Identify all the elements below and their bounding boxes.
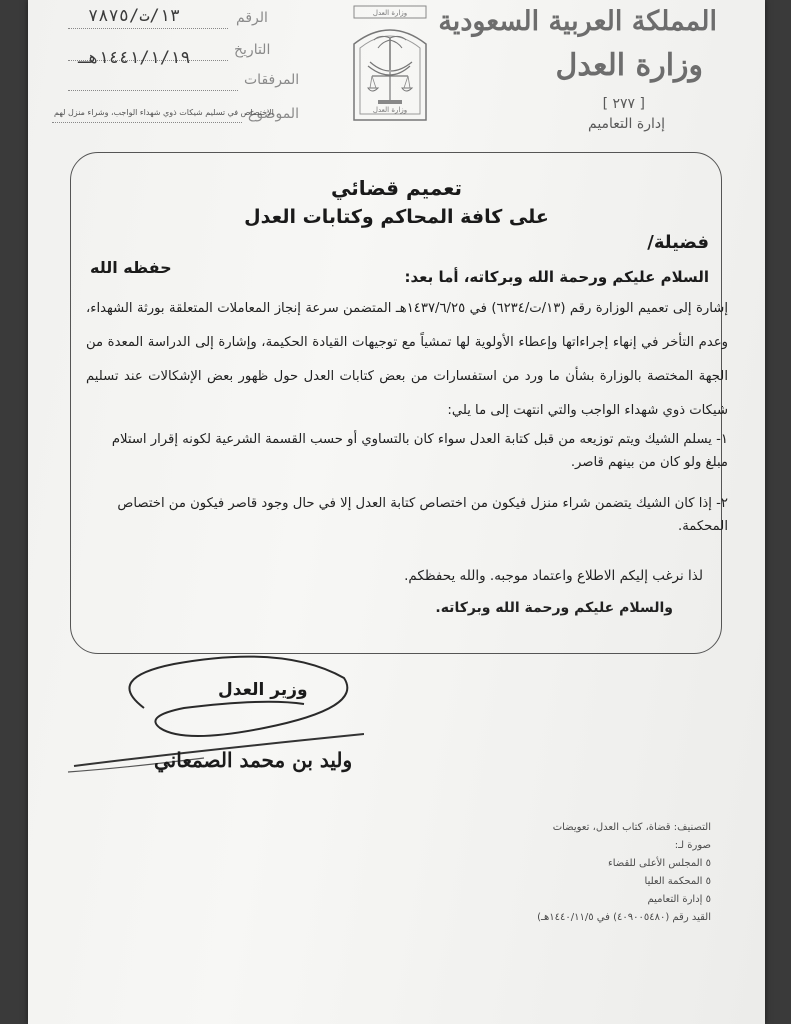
minister-name: وليد بن محمد الصمعاني (154, 748, 353, 772)
document-page (28, 0, 765, 1024)
subject-label: الموضوع (248, 106, 299, 122)
document-title: تعميم قضائي (330, 176, 463, 200)
kingdom-heading: المملكة العربية السعودية (438, 6, 717, 37)
registry-number: القيد رقم (٤٠٩٠٠٥٤٨٠) في ١٤٤٠/١١/٥هـ) (537, 912, 711, 923)
honorific: فضيلة/ (647, 232, 709, 253)
honorific-end: حفظه الله (90, 258, 172, 277)
number-dotline (68, 28, 228, 29)
signature-icon (64, 648, 364, 808)
list-item-1: ١- يسلم الشيك ويتم توزيعه من قبل كتابة العدل سواء كان بالتساوي أو حسب القسمة الشرعية لكونه إقرار استلام مبلغ ولو كان من بينهم قاصر. (111, 432, 728, 470)
number-value: ١٣/ت/٧٨٧٥ (88, 6, 181, 26)
subject-value: الاختصاص في تسليم شيكات ذوي شهداء الواجب، وشراء منزل لهم (54, 108, 274, 117)
closing-line: لذا نرغب إليكم الاطلاع واعتماد موجبه. والله يحفظكم. (404, 568, 703, 584)
list-item-2: ٢- إذا كان الشيك يتضمن شراء منزل فيكون من اختصاص كتابة العدل إلا في حال وجود قاصر فيكون من اختصاص المحكمة. (117, 496, 728, 534)
greeting: السلام عليكم ورحمة الله وبركاته، أما بعد: (404, 268, 709, 286)
date-label: التاريخ (234, 42, 271, 58)
copy-to-label: صورة لـ: (674, 840, 711, 851)
minister-title: وزير العدل (218, 680, 308, 700)
code-number: [ ٢٧٧ ] (602, 96, 645, 112)
number-label: الرقم (236, 10, 268, 26)
attachments-label: المرفقات (244, 72, 300, 88)
subject-dotline (52, 122, 242, 123)
regards-line: والسلام عليكم ورحمة الله وبركاته. (435, 600, 673, 616)
department-name: إدارة التعاميم (588, 116, 665, 132)
emblem-top-label: وزارة العدل (372, 9, 408, 17)
ministry-emblem-icon (340, 4, 440, 128)
document-subtitle: على كافة المحاكم وكتابات العدل (244, 206, 549, 228)
copy-recipient-1: ٥ المجلس الأعلى للقضاء (608, 858, 711, 869)
attachments-dotline (68, 90, 238, 91)
copy-recipient-2: ٥ المحكمة العليا (644, 876, 711, 887)
ministry-heading: وزارة العدل (555, 48, 703, 83)
emblem-label: وزارة العدل (372, 106, 408, 114)
copy-recipient-3: ٥ إدارة التعاميم (647, 894, 711, 905)
body-paragraph (86, 292, 728, 428)
paragraph-text: إشارة إلى تعميم الوزارة رقم (١٣/ت/٦٢٣٤) في ١٤٣٧/٦/٢٥هـ المتضمن سرعة إنجاز المعاملات المتعلقة بورثة الشهداء، وعدم التأخر في إنهاء إجراءاتها وإعطاء الأولوية لها تمشياً مع توجيهات القيادة الحكيمة، وإشارة إلى الدراسة المعدة من الجهة المختصة بالوزارة بشأن ما ورد من استفسارات من بعض كتابات العدل حول ظهور بعض الإشكالات عند تسليم شيكات ذوي شهداء الواجب والتي انتهت إلى ما يلي: (86, 301, 728, 418)
date-value: ١٤٤١/١/١٩هـ (78, 48, 191, 68)
classification: التصنيف: قضاة، كتاب العدل، تعويضات (552, 822, 711, 833)
